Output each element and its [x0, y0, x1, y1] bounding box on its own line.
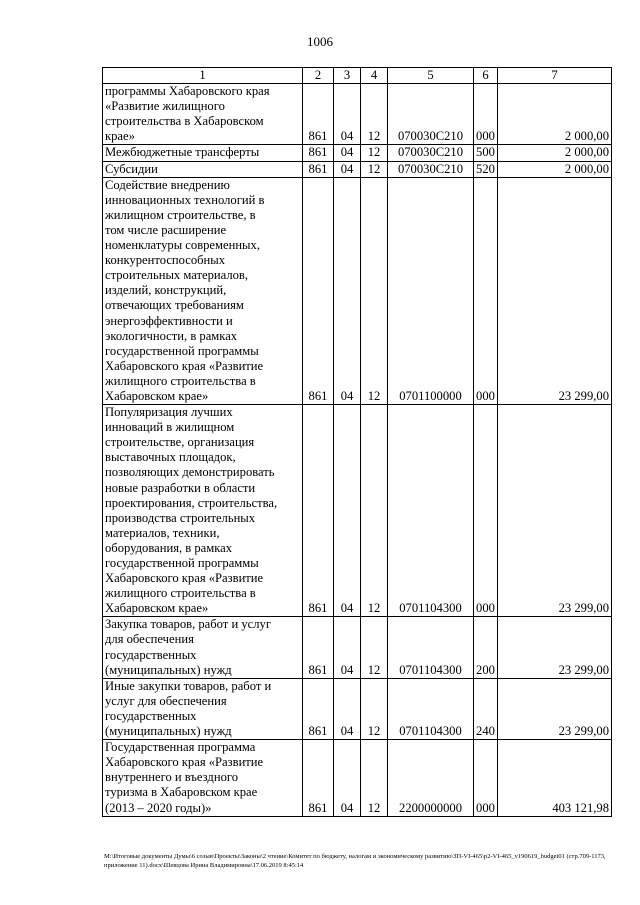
budget-item-name: [103, 84, 303, 145]
expense-type-code: 500: [474, 145, 498, 161]
section-code: 04: [334, 145, 361, 161]
column-header: 3: [334, 68, 361, 84]
subsection-code: 12: [361, 177, 388, 404]
section-code: 04: [334, 405, 361, 617]
expense-type-code: 000: [474, 405, 498, 617]
subsection-code: 12: [361, 678, 388, 739]
table-row: [103, 177, 612, 404]
budget-item-text: Субсидии: [105, 161, 158, 176]
section-code: 04: [334, 84, 361, 145]
table-row: [103, 161, 612, 177]
subsection-code: 12: [361, 145, 388, 161]
column-header: 2: [303, 68, 334, 84]
column-header: 7: [498, 68, 612, 84]
amount-value: 23 299,00: [498, 617, 612, 678]
target-article-code: 0701104300: [388, 405, 474, 617]
ministry-code: 861: [303, 405, 334, 617]
budget-item-name: [103, 405, 303, 617]
amount-value: 2 000,00: [498, 161, 612, 177]
document-path-footer: M:\Итоговые документы Думы\6 созыв\Проекты\Законы\2 чтение\Комитет по бюджету, налогам и экономическому развитию\ЗП-VI-465\р2-VI-465_v190619_budget01 (стр.709-1173, приложение 11).docx\Шевцова Ирина Владимировна\17.06.2019 8:45:14: [104, 853, 606, 869]
amount-value: 23 299,00: [498, 678, 612, 739]
target-article-code: 0701104300: [388, 617, 474, 678]
target-article-code: 0701100000: [388, 177, 474, 404]
ministry-code: 861: [303, 617, 334, 678]
target-article-code: 070030C210: [388, 145, 474, 161]
column-header: 1: [103, 68, 303, 84]
amount-value: 2 000,00: [498, 84, 612, 145]
section-code: 04: [334, 617, 361, 678]
subsection-code: 12: [361, 617, 388, 678]
target-article-code: 0701104300: [388, 678, 474, 739]
budget-item-text: Содействие внедрению инновационных технологий в жилищном строительстве, в том числе расширение номенклатуры современных, конкурентоспособных строительных материалов, изделий, конструкций, отвечающих требованиям энергоэффективности и экологичности, в рамках государственной программы Хабаровского края «Развитие жилищного строительства в Хабаровском крае»: [105, 177, 265, 403]
ministry-code: 861: [303, 678, 334, 739]
section-code: 04: [334, 678, 361, 739]
budget-item-text: Иные закупки товаров, работ и услуг для обеспечения государственных (муниципальных) нужд: [105, 678, 272, 739]
expense-type-code: 000: [474, 177, 498, 404]
budget-item-name: [103, 161, 303, 177]
subsection-code: 12: [361, 740, 388, 816]
ministry-code: 861: [303, 84, 334, 145]
budget-item-name: [103, 617, 303, 678]
budget-item-name: [103, 145, 303, 161]
target-article-code: 2200000000: [388, 740, 474, 816]
table-header-row: [103, 68, 612, 84]
target-article-code: 070030C210: [388, 161, 474, 177]
amount-value: 403 121,98: [498, 740, 612, 816]
expense-type-code: 000: [474, 740, 498, 816]
table-row: [103, 405, 612, 617]
column-header: 5: [388, 68, 474, 84]
budget-table: [102, 67, 612, 817]
section-code: 04: [334, 740, 361, 816]
budget-item-text: программы Хабаровского края «Развитие жилищного строительства в Хабаровском крае»: [105, 84, 270, 144]
column-header: 4: [361, 68, 388, 84]
amount-value: 23 299,00: [498, 405, 612, 617]
section-code: 04: [334, 161, 361, 177]
budget-item-text: Популяризация лучших инноваций в жилищном строительстве, организация выставочных площадок, позволяющих демонстрировать новые разработки в области проектирования, строительства, производства строительных материалов, техники, оборудования, в рамках государственной программы Хабаровского края «Развитие жилищного строительства в Хабаровском крае»: [105, 405, 278, 616]
section-code: 04: [334, 177, 361, 404]
subsection-code: 12: [361, 405, 388, 617]
subsection-code: 12: [361, 84, 388, 145]
page-number: 1006: [307, 34, 333, 49]
budget-item-name: [103, 678, 303, 739]
table-row: [103, 678, 612, 739]
budget-item-text: Государственная программа Хабаровского края «Развитие внутреннего и въездного туризма в Хабаровском крае (2013 – 2020 годы)»: [105, 740, 264, 815]
expense-type-code: 240: [474, 678, 498, 739]
budget-item-name: [103, 740, 303, 816]
expense-type-code: 520: [474, 161, 498, 177]
table-row: [103, 617, 612, 678]
table-row: [103, 84, 612, 145]
ministry-code: 861: [303, 177, 334, 404]
ministry-code: 861: [303, 161, 334, 177]
ministry-code: 861: [303, 145, 334, 161]
expense-type-code: 200: [474, 617, 498, 678]
target-article-code: 070030C210: [388, 84, 474, 145]
amount-value: 23 299,00: [498, 177, 612, 404]
column-header: 6: [474, 68, 498, 84]
amount-value: 2 000,00: [498, 145, 612, 161]
ministry-code: 861: [303, 740, 334, 816]
table-row: [103, 145, 612, 161]
budget-item-text: Межбюджетные трансферты: [105, 145, 260, 160]
subsection-code: 12: [361, 161, 388, 177]
budget-item-text: Закупка товаров, работ и услуг для обеспечения государственных (муниципальных) нужд: [105, 617, 271, 677]
expense-type-code: 000: [474, 84, 498, 145]
table-row: [103, 740, 612, 816]
budget-item-name: [103, 177, 303, 404]
